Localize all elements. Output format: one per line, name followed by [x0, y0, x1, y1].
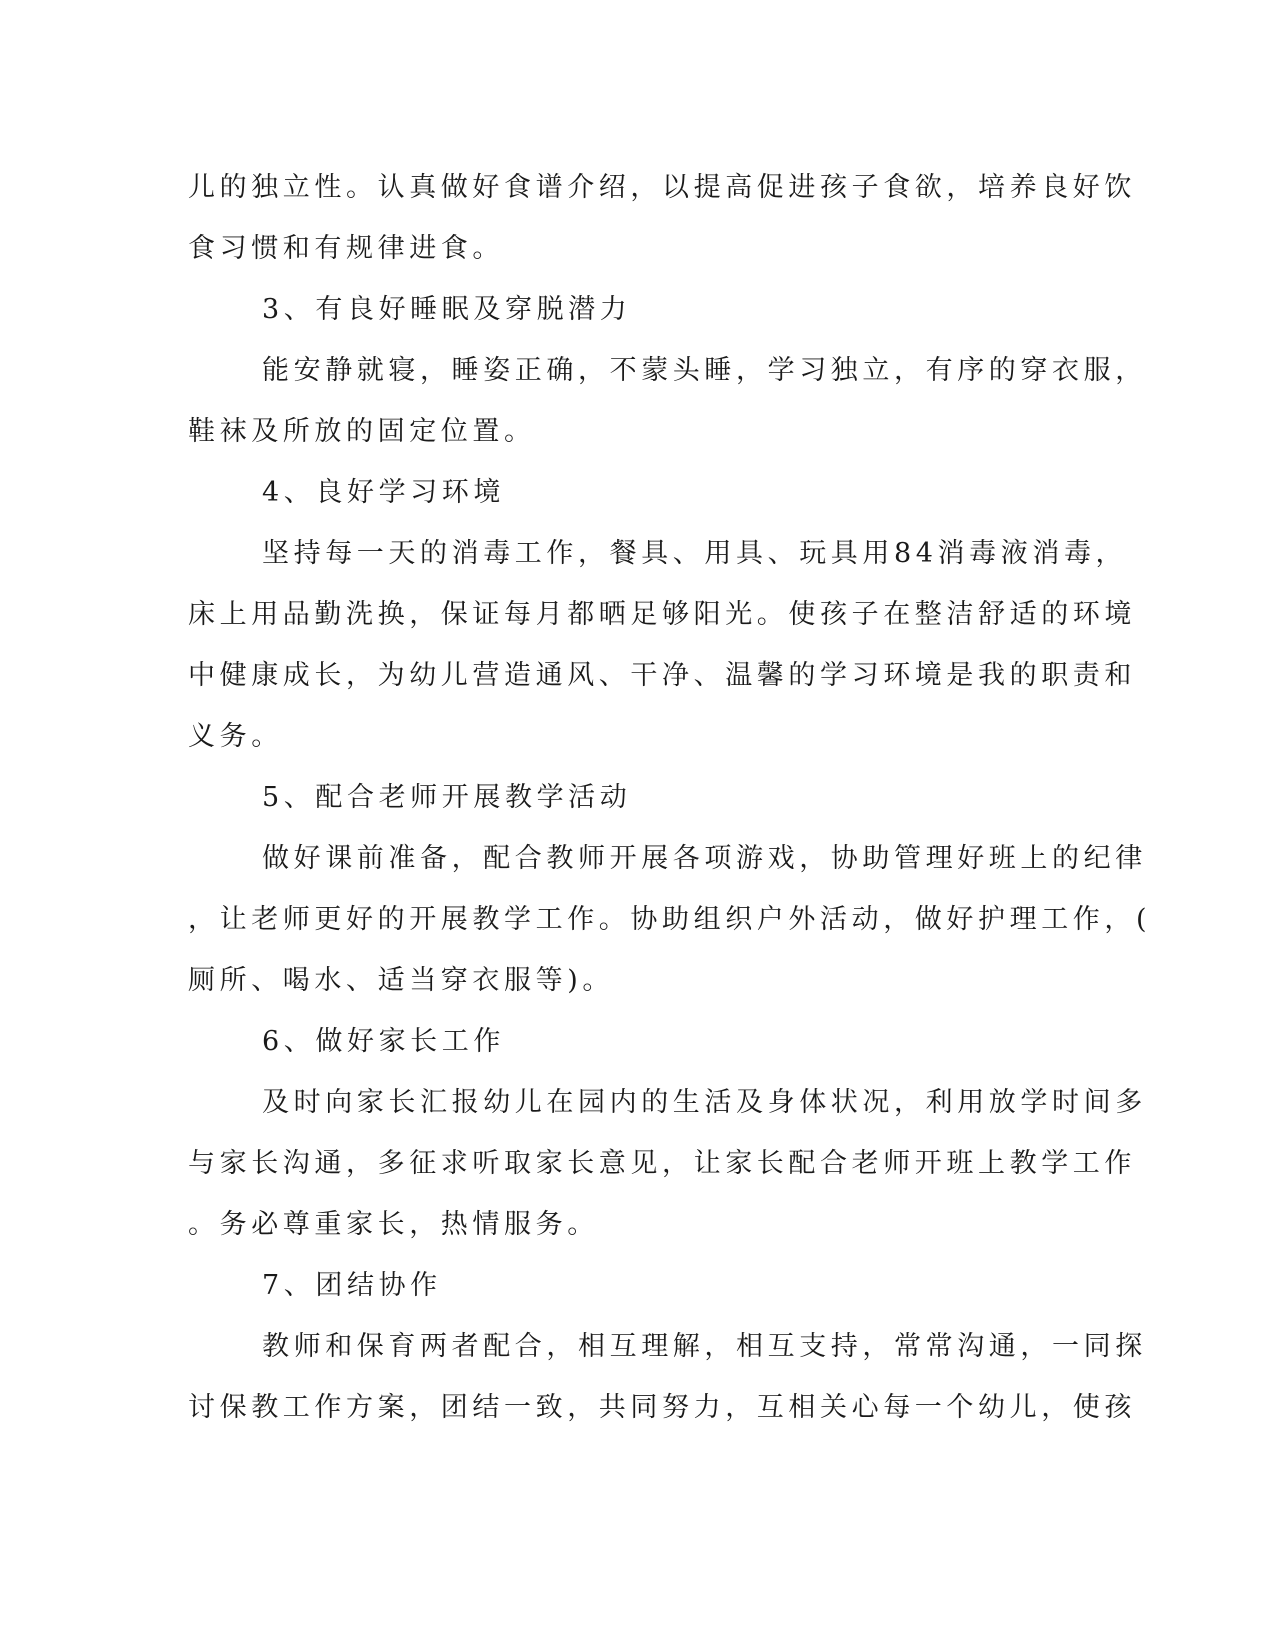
section-heading: 4、良好学习环境: [262, 477, 505, 508]
section-heading: 3、有良好睡眠及穿脱潜力: [262, 294, 632, 325]
text-line: 床上用品勤洗换，保证每月都晒足够阳光。使孩子在整洁舒适的环境: [188, 599, 1136, 630]
text-line: ，让老师更好的开展教学工作。协助组织户外活动，做好护理工作，(: [188, 904, 1152, 935]
section-heading: 7、团结协作: [262, 1270, 442, 1301]
text-line: 食习惯和有规律进食。: [188, 233, 504, 264]
section-heading: 5、配合老师开展教学活动: [262, 782, 632, 813]
section-heading: 6、做好家长工作: [262, 1026, 505, 1057]
text-line: 能安静就寝，睡姿正确，不蒙头睡，学习独立，有序的穿衣服，: [262, 355, 1147, 386]
text-line: 教师和保育两者配合，相互理解，相互支持，常常沟通，一同探: [262, 1331, 1147, 1362]
text-line: 及时向家长汇报幼儿在园内的生活及身体状况，利用放学时间多: [262, 1087, 1147, 1118]
text-line: 坚持每一天的消毒工作，餐具、用具、玩具用84消毒液消毒，: [262, 538, 1128, 569]
text-line: 鞋袜及所放的固定位置。: [188, 416, 536, 447]
text-line: 义务。: [188, 721, 283, 752]
text-line: 儿的独立性。认真做好食谱介绍，以提高促进孩子食欲，培养良好饮: [188, 172, 1136, 203]
text-line: 与家长沟通，多征求听取家长意见，让家长配合老师开班上教学工作: [188, 1148, 1136, 1179]
text-line: 讨保教工作方案，团结一致，共同努力，互相关心每一个幼儿，使孩: [188, 1392, 1136, 1423]
text-line: 厕所、喝水、适当穿衣服等)。: [188, 965, 614, 996]
text-line: 中健康成长，为幼儿营造通风、干净、温馨的学习环境是我的职责和: [188, 660, 1136, 691]
text-line: 做好课前准备，配合教师开展各项游戏，协助管理好班上的纪律: [262, 843, 1147, 874]
text-line: 。务必尊重家长，热情服务。: [188, 1209, 599, 1240]
